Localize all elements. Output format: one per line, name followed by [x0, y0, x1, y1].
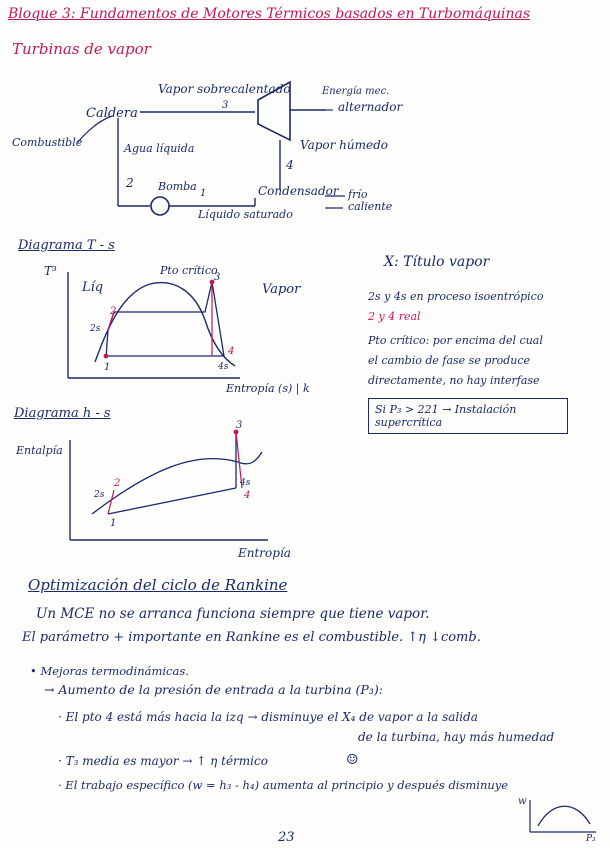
section-title: Optimización del ciclo de Rankine: [28, 576, 288, 594]
combustible-label: Combustible: [12, 136, 83, 149]
note-line-1: 2s y 4s en proceso isoentrópico: [368, 290, 544, 303]
p3-axis-label: P₃: [586, 834, 596, 844]
hs-point-2: 2: [114, 478, 121, 489]
hs-diagram-title: Diagrama h - s: [14, 406, 111, 421]
caldera-label: Caldera: [86, 106, 138, 121]
hs-yaxis-label: Entalpía: [16, 444, 63, 457]
vapor-humedo-label: Vapor húmedo: [300, 138, 389, 152]
bullet-mejoras: • Mejoras termodinámicas.: [30, 664, 189, 678]
section-line-1: Un MCE no se arranca funciona siempre que tiene vapor.: [36, 606, 430, 622]
ts-point-2: 2: [110, 306, 117, 317]
point-4-label: 4: [286, 158, 294, 172]
arrow-aumento-presion: → Aumento de la presión de entrada a la turbina (P₃):: [44, 682, 383, 697]
energia-mec-label: Energía mec.: [322, 86, 390, 97]
sub-bullet-1b: de la turbina, hay más humedad: [358, 730, 555, 744]
bomba-label: Bomba: [158, 180, 197, 193]
section-line-2: El parámetro + importante en Rankine es el combustible. ↑η ↓comb.: [22, 630, 481, 645]
page-subtitle: Turbinas de vapor: [12, 40, 151, 58]
hs-xaxis-label: Entropía: [238, 546, 291, 560]
sub-bullet-2: · T₃ media es mayor → ↑ η térmico: [58, 754, 268, 768]
supercritica-box: Si P₃ > 221 → Instalación supercrítica: [368, 398, 568, 434]
ts-yaxis-label: T³: [44, 264, 57, 278]
smile-icon: ☺: [346, 752, 359, 768]
page-title: Bloque 3: Fundamentos de Motores Térmicos basados en Turbomáquinas: [8, 6, 530, 22]
w-axis-label: w: [518, 796, 527, 807]
hs-point-3: 3: [236, 420, 243, 431]
alternador-label: alternador: [338, 100, 403, 114]
ts-vapor-label: Vapor: [262, 282, 301, 297]
liquido-saturado-label: Líquido saturado: [198, 208, 293, 221]
ts-critico-label: Pto crítico: [160, 264, 218, 277]
ts-point-2s: 2s: [90, 324, 101, 334]
point-2-label: 2: [126, 176, 134, 190]
point-1-label: 1: [200, 188, 207, 199]
note-line-2: 2 y 4 real: [368, 310, 421, 323]
vapor-sobrecalentado-label: Vapor sobrecalentado: [158, 82, 291, 96]
agua-liquida-label: Agua líquida: [124, 142, 195, 155]
sub-bullet-1a: · El pto 4 está más hacia la izq → disminuye el X₄ de vapor a la salida: [58, 710, 478, 724]
hs-point-4: 4: [244, 490, 251, 501]
hs-point-4s: 4s: [240, 478, 251, 488]
hs-point-1: 1: [110, 518, 117, 529]
frio-label: frío: [348, 188, 368, 201]
note-line-3: Pto crítico: por encima del cual: [368, 334, 543, 347]
point-3-label: 3: [222, 100, 229, 111]
sub-bullet-3: · El trabajo específico (w = h₃ - h₄) aumenta al principio y después disminuye: [58, 778, 509, 792]
ts-diagram-title: Diagrama T - s: [18, 238, 115, 253]
ts-point-1: 1: [104, 362, 111, 373]
ts-point-4s: 4s: [218, 362, 229, 372]
page-number: 23: [278, 830, 295, 845]
ts-xaxis-label: Entropía (s) | k: [226, 382, 310, 395]
ts-liq-label: Líq: [82, 280, 104, 295]
ts-point-4: 4: [228, 346, 235, 357]
condensador-label: Condensador: [258, 184, 339, 198]
note-line-4: el cambio de fase se produce: [368, 354, 531, 367]
titulo-vapor-note: X: Título vapor: [384, 254, 490, 270]
hs-point-2s: 2s: [94, 490, 105, 500]
caliente-label: caliente: [348, 200, 393, 213]
ts-point-3: 3: [214, 272, 221, 283]
note-line-5: directamente, no hay interfase: [368, 374, 540, 387]
